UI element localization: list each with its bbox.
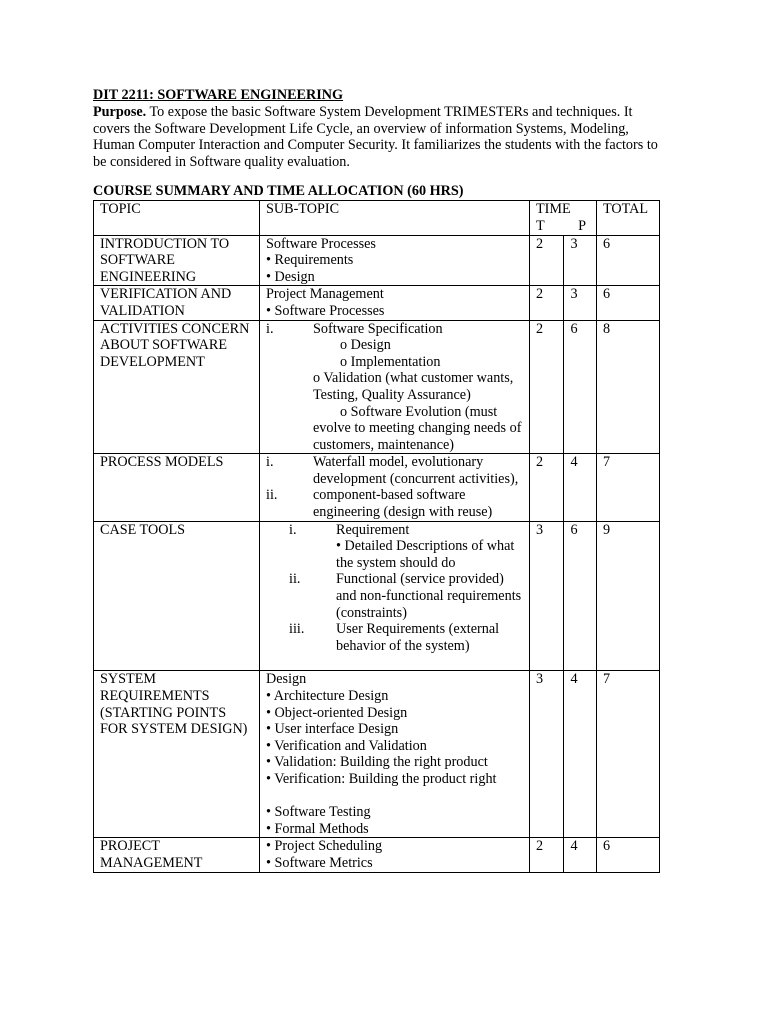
topic-cell: ACTIVITIES CONCERN ABOUT SOFTWARE DEVELOPMENT [94,320,260,454]
subtopic-item [266,321,523,338]
subtopic-line: Design [266,671,307,688]
table-row [94,286,660,320]
table-header-row [94,201,660,235]
total-hours: 7 [597,671,660,838]
item-number: i. [289,521,297,538]
document-page [93,87,673,873]
subtopic-item [266,522,523,539]
table-row [94,671,660,838]
item-number: iii. [289,621,305,638]
theory-hours: 2 [530,454,564,521]
item-text: Functional (service provided) and non-functional requirements (constraints) [336,571,522,621]
item-text: Software Specification [313,320,443,337]
subtopic-item [266,487,523,520]
subtopic-line: • Design [266,268,315,285]
header-t: T [536,217,545,234]
subtopic-line: o Software Evolution (must [340,403,498,420]
total-hours: 7 [597,454,660,521]
subtopic-line: • Software Testing [266,804,371,821]
topic-cell: CASE TOOLS [94,521,260,671]
practical-hours: 6 [563,521,597,671]
subtopic-cell [260,320,530,454]
item-text: User Requirements (external behavior of the system) [336,621,500,654]
header-tp [536,218,596,235]
total-hours: 9 [597,521,660,671]
item-number: ii. [289,571,301,588]
total-hours: 6 [597,838,660,872]
subtopic-line: Software Processes [266,235,376,252]
subtopic-line: • Software Metrics [266,854,373,871]
subtopic-line: • Object-oriented Design [266,704,408,721]
table-row [94,235,660,286]
header-time [530,201,597,235]
course-title: DIT 2211: SOFTWARE ENGINEERING [93,87,344,103]
header-subtopic: SUB-TOPIC [260,201,530,235]
topic-cell: PROCESS MODELS [94,454,260,521]
item-number [289,538,336,571]
subtopic-cell [260,235,530,286]
item-text: • Detailed Descriptions of what the system should do [336,538,515,571]
header-total: TOTAL [597,201,660,235]
header-topic: TOPIC [94,201,260,235]
subtopic-line: • Architecture Design [266,688,389,704]
subtopic-line: evolve to meeting changing needs of customers, maintenance) [313,420,522,453]
subtopic-item [266,454,523,487]
topic-cell: PROJECT MANAGEMENT [94,838,260,872]
header-time-label: TIME [536,201,571,218]
course-summary-table [93,200,660,872]
subtopic-line: • Software Processes [266,302,385,319]
subtopic-item [266,571,523,621]
topic-cell: SYSTEM REQUIREMENTS (STARTING POINTS FOR SYSTEM DESIGN) [94,671,260,838]
total-hours: 6 [597,235,660,286]
practical-hours: 4 [563,838,597,872]
purpose-text: To expose the basic Software System Development TRIMESTERs and techniques. It covers the Software Development Life Cycle, an overview of information Systems, Modeling, Human Computer Interaction and Computer Security. It familiarizes the students with the factors to be considered in Software quality evaluation. [93,104,658,170]
item-text: component-based software engineering (design with reuse) [313,487,493,521]
subtopic-line: • Project Scheduling [266,838,383,855]
practical-hours: 4 [563,671,597,838]
item-number: ii. [266,487,278,504]
table-row [94,454,660,521]
subtopic-cell [260,454,530,521]
table-row [94,838,660,872]
purpose-label: Purpose. [93,104,147,120]
subtopic-cell [260,521,530,671]
practical-hours: 4 [563,454,597,521]
practical-hours: 3 [563,286,597,320]
item-text: Waterfall model, evolutionary development (concurrent activities), [313,454,519,487]
table-row [94,320,660,454]
subtopic-line: Project Management [266,286,384,303]
subtopic-line: o Implementation [340,353,441,370]
theory-hours: 2 [530,320,564,454]
subtopic-line: o Design [340,337,391,354]
subtopic-cell [260,838,530,872]
theory-hours: 2 [530,838,564,872]
item-number: i. [266,320,274,337]
subtopic-line: • Verification and Validation [266,737,427,754]
subtopic-blank-line [266,788,523,805]
header-p: P [578,217,586,234]
subtopic-line: • Requirements [266,252,354,269]
theory-hours: 2 [530,235,564,286]
subtopic-line: • Verification: Building the product right [266,770,497,787]
subtopic-item [266,538,523,571]
theory-hours: 3 [530,671,564,838]
topic-cell: VERIFICATION AND VALIDATION [94,286,260,320]
purpose-paragraph [93,104,673,170]
topic-cell: INTRODUCTION TO SOFTWARE ENGINEERING [94,235,260,286]
subtopic-cell [260,671,530,838]
subtopic-item [266,621,523,654]
subtopic-line: o Validation (what customer wants, Testing, Quality Assurance) [313,370,514,403]
item-text: Requirement [336,521,410,538]
theory-hours: 2 [530,286,564,320]
subtopic-line: • Validation: Building the right product [266,754,488,771]
table-row [94,521,660,671]
total-hours: 6 [597,286,660,320]
item-number: i. [266,454,274,471]
summary-title: COURSE SUMMARY AND TIME ALLOCATION (60 HRS) [93,183,464,200]
subtopic-line: • Formal Methods [266,820,369,837]
practical-hours: 3 [563,235,597,286]
subtopic-cell [260,286,530,320]
theory-hours: 3 [530,521,564,671]
subtopic-line: • User interface Design [266,721,399,738]
total-hours: 8 [597,320,660,454]
practical-hours: 6 [563,320,597,454]
